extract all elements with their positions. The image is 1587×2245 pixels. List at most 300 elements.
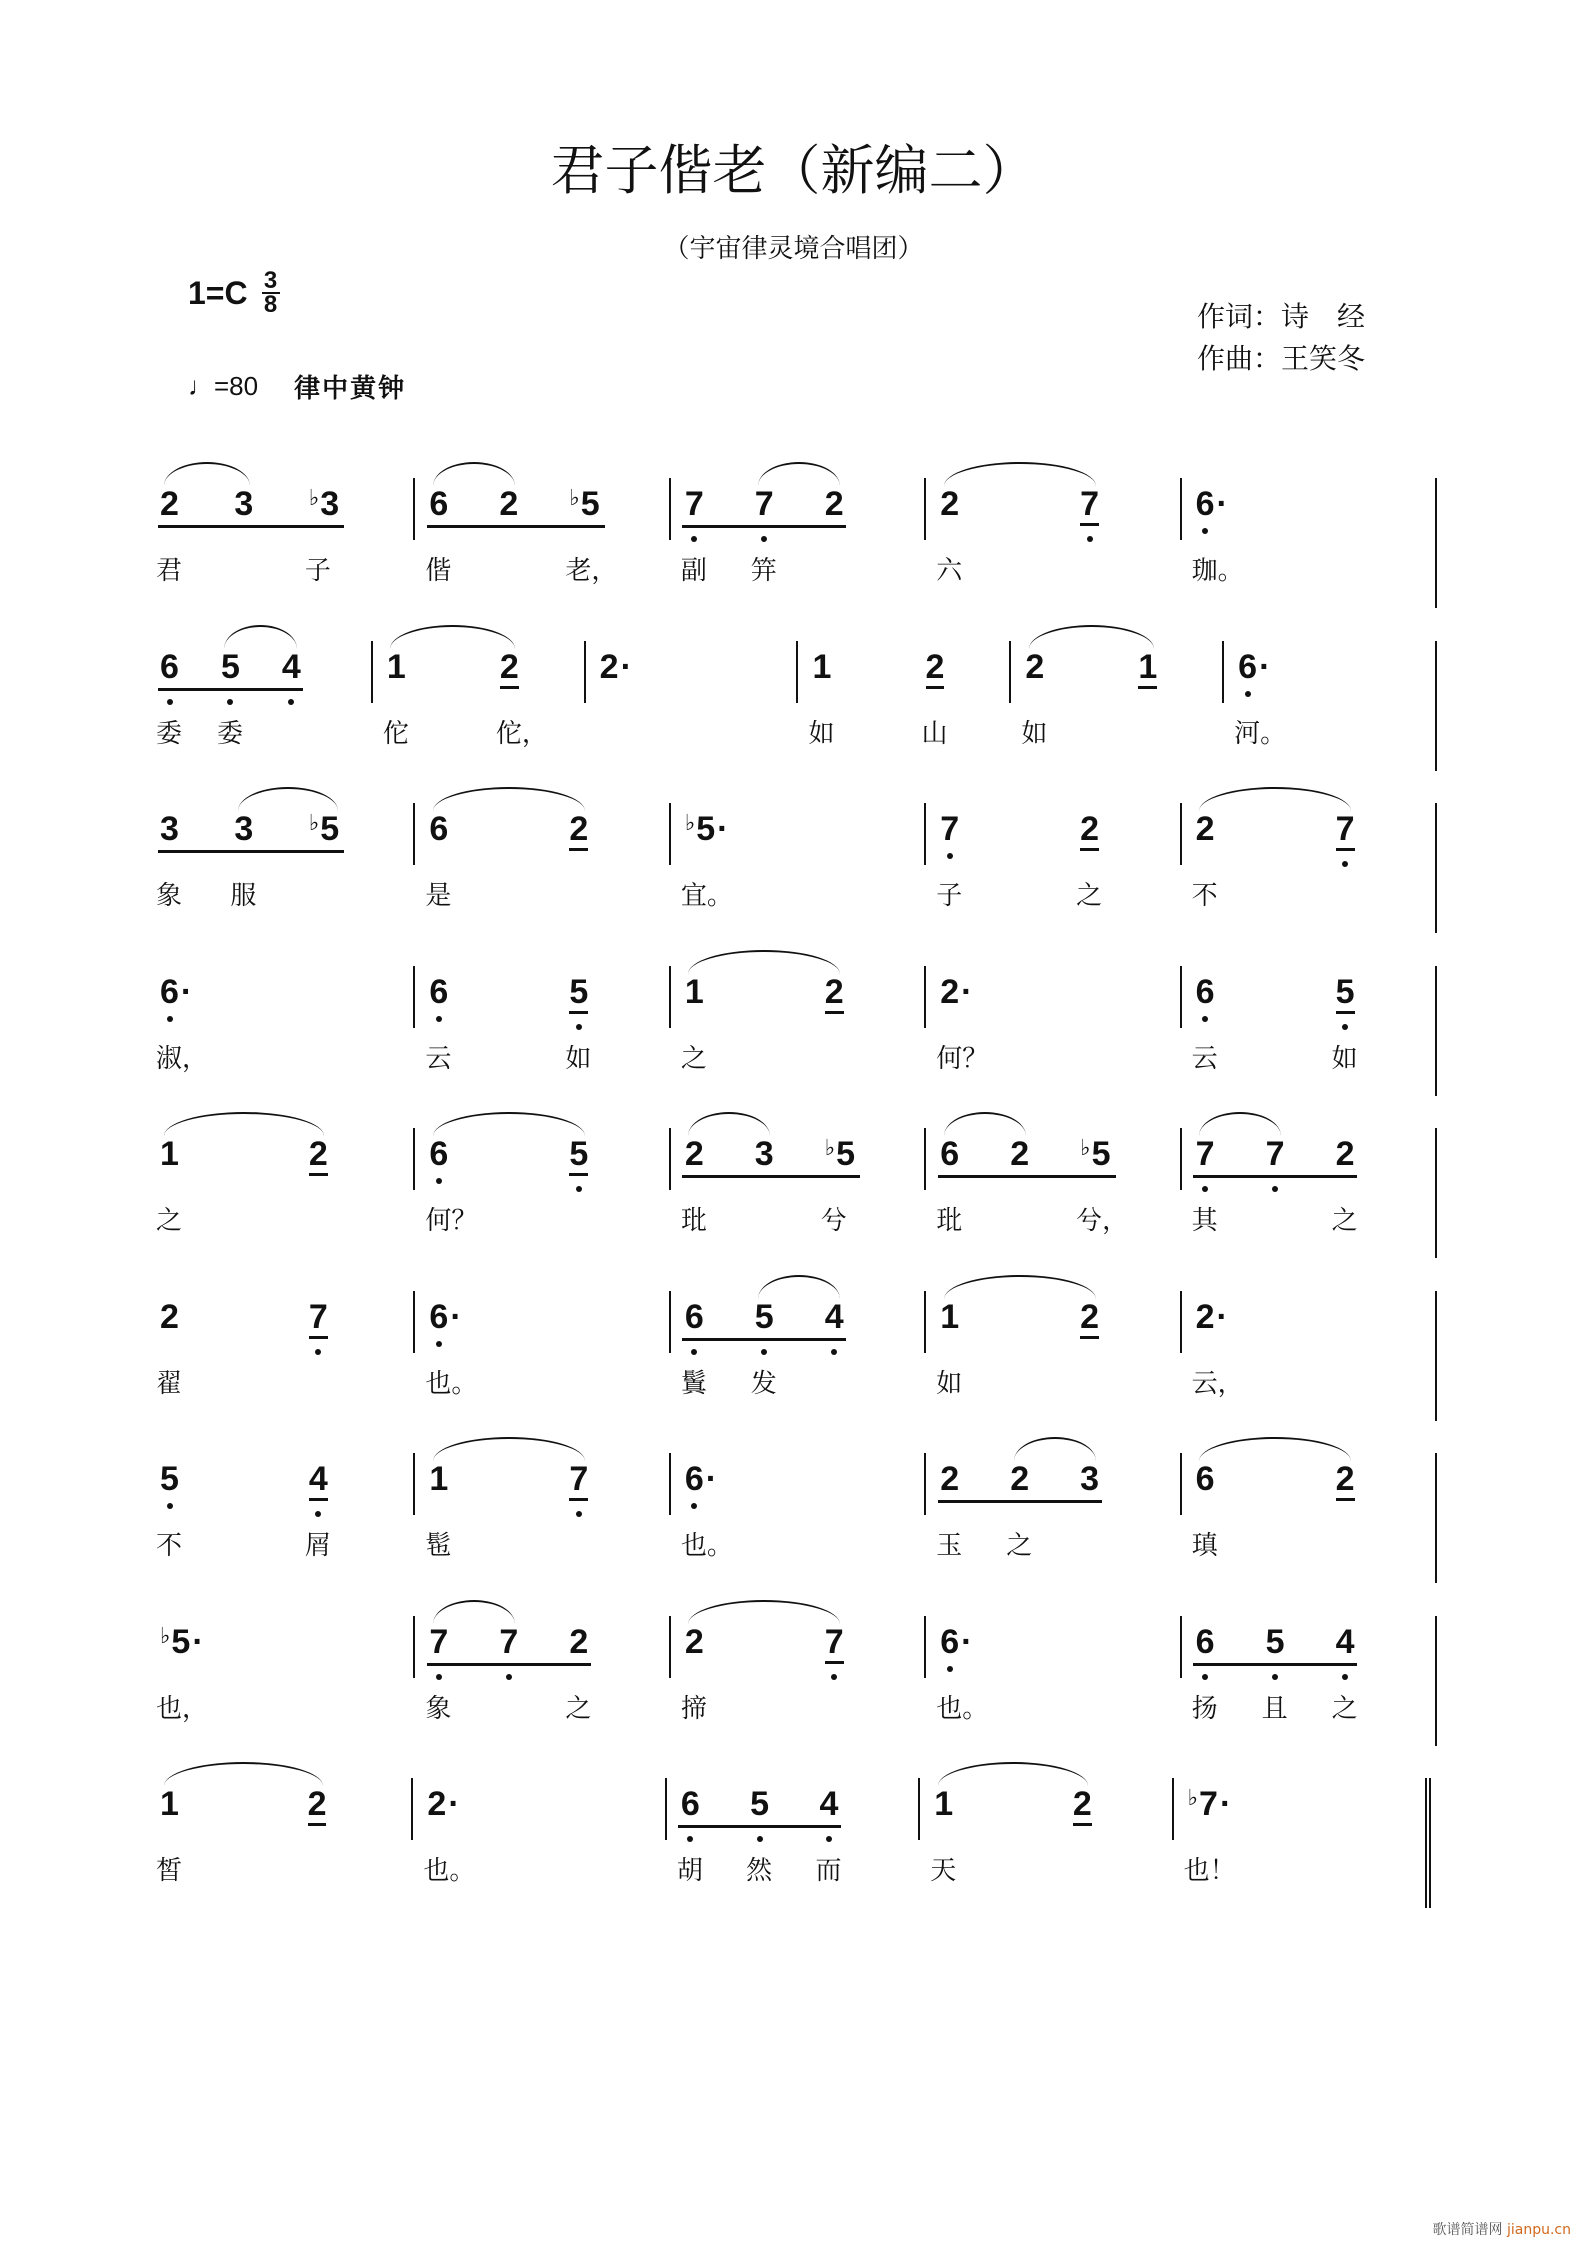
note — [750, 1786, 769, 1822]
note-digit: 6 — [940, 1135, 960, 1173]
note — [1196, 974, 1215, 1010]
measure — [924, 1616, 1179, 1724]
staff-system — [156, 1453, 1437, 1583]
lyric: 淑， — [156, 1043, 209, 1074]
measure — [669, 1291, 924, 1399]
measure — [1222, 641, 1435, 749]
lyric: 之 — [1331, 1206, 1358, 1236]
lyric: 之 — [680, 1043, 707, 1074]
note — [309, 1136, 328, 1172]
note-digit: 2 — [569, 810, 588, 851]
note — [160, 1461, 179, 1497]
note-digit: 2 — [500, 648, 519, 689]
lyric: 屑 — [304, 1531, 331, 1561]
flat-icon: ♭ — [1080, 1135, 1091, 1160]
augmentation-dot: · — [1216, 485, 1228, 523]
lyric: 天 — [930, 1856, 957, 1886]
note-digit: 1 — [386, 647, 406, 686]
staff-system — [156, 803, 1437, 933]
augmentation-dot: · — [1216, 1297, 1228, 1336]
note-digit: 2 — [308, 1785, 327, 1826]
slur — [390, 625, 515, 649]
note-digit: 2 — [1335, 1135, 1355, 1173]
low-octave-dot — [1202, 1186, 1208, 1192]
lyric: 瑱 — [1191, 1531, 1218, 1561]
note — [825, 486, 844, 522]
lyric: 兮 — [820, 1206, 847, 1236]
note-digit: 2 — [824, 485, 844, 523]
note — [429, 1299, 461, 1335]
note-digit: 2 — [684, 1135, 704, 1173]
note-digit: 2 — [427, 1785, 447, 1823]
lyric: 也。 — [425, 1368, 478, 1399]
slur — [164, 1762, 324, 1786]
note-digit: 4 — [1335, 1622, 1355, 1661]
flat-icon: ♭ — [160, 1622, 171, 1648]
slur — [1029, 625, 1154, 649]
note — [569, 974, 588, 1010]
augmentation-dot: · — [961, 972, 973, 1011]
note — [160, 974, 192, 1010]
augmentation-dot: · — [450, 1297, 462, 1336]
slur — [758, 462, 840, 486]
lyric: 佗， — [495, 718, 548, 749]
lyric: 如 — [936, 1368, 963, 1399]
staff-system — [156, 1128, 1437, 1258]
note-digit: 6 — [684, 1297, 704, 1336]
slur — [1199, 1437, 1351, 1461]
measure — [413, 803, 668, 911]
lyric: 云 — [425, 1043, 452, 1074]
note — [1080, 1299, 1099, 1335]
low-octave-dot — [436, 1674, 442, 1680]
lyricist: 作词：诗 经 — [1197, 300, 1366, 333]
note-digit: 4 — [309, 1460, 328, 1501]
measure — [1180, 478, 1435, 586]
lyric: 不 — [156, 1531, 183, 1561]
lyric: 之 — [1006, 1531, 1033, 1561]
note-digit: 5 — [696, 810, 716, 848]
note-digit: 2 — [499, 485, 519, 523]
lyric: 宜。 — [680, 881, 733, 911]
note — [160, 1624, 204, 1660]
measure — [924, 966, 1179, 1074]
measure — [1172, 1778, 1425, 1886]
note — [685, 1136, 704, 1172]
low-octave-dot — [576, 1186, 582, 1192]
note-digit: 7 — [940, 810, 960, 848]
measure — [918, 1778, 1171, 1886]
note-digit: 6 — [429, 1135, 449, 1173]
note-digit: 2 — [569, 1622, 589, 1661]
note-digit: 2 — [1080, 1298, 1099, 1339]
note-digit: 6 — [1195, 485, 1215, 523]
measure — [1180, 1616, 1435, 1724]
note — [429, 1624, 448, 1660]
time-bottom: 8 — [263, 291, 278, 318]
lyric: 揥 — [680, 1693, 707, 1724]
low-octave-dot — [831, 1674, 837, 1680]
low-octave-dot — [1272, 1186, 1278, 1192]
measure — [665, 1778, 918, 1886]
note — [940, 1624, 972, 1660]
note — [926, 649, 945, 685]
note — [1196, 1136, 1215, 1172]
beam-line — [427, 1663, 591, 1666]
tempo-mark: ♩=80 — [188, 371, 259, 401]
note — [940, 1299, 959, 1335]
augmentation-dot: · — [1259, 647, 1271, 686]
augmentation-dot: · — [1219, 1785, 1232, 1823]
time-top: 3 — [263, 267, 278, 294]
note-digit: 2 — [160, 485, 179, 523]
beam-line — [938, 1500, 1102, 1503]
measure — [156, 1128, 413, 1236]
measure — [156, 1291, 413, 1399]
note-digit: 5 — [1265, 1622, 1285, 1661]
note-digit: 2 — [1336, 1460, 1355, 1501]
slur — [1014, 1437, 1096, 1461]
note-digit: 3 — [234, 485, 254, 523]
note — [1196, 1624, 1215, 1660]
note-digit: 4 — [819, 1785, 839, 1823]
note — [387, 649, 406, 685]
note — [820, 1786, 839, 1822]
lyric: 翟 — [156, 1368, 183, 1399]
note — [755, 1299, 774, 1335]
lyric: 也。 — [936, 1693, 989, 1724]
flat-icon: ♭ — [569, 485, 580, 510]
augmentation-dot: · — [961, 1622, 973, 1661]
note — [429, 811, 448, 847]
note-digit: 4 — [281, 647, 301, 686]
lyric: 之 — [1076, 881, 1103, 911]
note-digit: 2 — [926, 648, 945, 689]
note-digit: 6 — [684, 1460, 704, 1498]
note — [940, 974, 972, 1010]
note — [160, 1786, 179, 1822]
slur — [164, 1112, 325, 1136]
low-octave-dot — [576, 1511, 582, 1517]
low-octave-dot — [826, 1836, 832, 1842]
note-digit: 6 — [1238, 647, 1258, 686]
note-digit: 3 — [234, 810, 254, 848]
note — [825, 1299, 844, 1335]
measure — [924, 803, 1179, 911]
low-octave-dot — [831, 1349, 837, 1355]
flat-icon: ♭ — [308, 810, 320, 835]
slur — [944, 1275, 1096, 1299]
note — [1010, 1461, 1029, 1497]
measure — [413, 478, 668, 586]
lyric: 珈。 — [1191, 556, 1244, 586]
measure — [413, 1128, 668, 1236]
lyric: 老， — [565, 556, 618, 586]
measure — [1180, 966, 1435, 1074]
note-digit: 2 — [160, 1297, 179, 1336]
note-digit: 2 — [1073, 1785, 1092, 1826]
beam-line — [158, 525, 345, 528]
lyric: 子 — [304, 556, 331, 586]
note-digit: 7 — [684, 485, 704, 523]
slur — [238, 787, 338, 811]
note — [685, 811, 729, 847]
note-digit: 6 — [680, 1785, 700, 1823]
note-digit: 7 — [569, 1460, 588, 1501]
beam-line — [427, 525, 605, 528]
note-digit: 2 — [309, 1135, 328, 1176]
beam-line — [158, 688, 304, 691]
note — [234, 486, 253, 522]
note — [940, 486, 959, 522]
note-digit: 7 — [1080, 485, 1099, 526]
note — [427, 1786, 459, 1822]
augmentation-dot: · — [448, 1785, 460, 1823]
slur — [433, 1600, 515, 1624]
note-digit: 6 — [429, 972, 449, 1011]
note-digit: 7 — [825, 1623, 844, 1664]
note-digit: 2 — [825, 973, 844, 1014]
augmentation-dot: · — [717, 810, 729, 848]
slur — [1199, 1112, 1281, 1136]
beam-line — [682, 1175, 860, 1178]
lyric: 也， — [156, 1693, 209, 1724]
staff-system — [156, 1778, 1431, 1908]
slur — [944, 1112, 1026, 1136]
note-digit: 3 — [1080, 1460, 1100, 1498]
staff-system — [156, 1616, 1437, 1746]
flat-icon: ♭ — [824, 1135, 836, 1160]
low-octave-dot — [288, 699, 294, 705]
measure — [669, 966, 924, 1074]
note-digit: 2 — [940, 1460, 960, 1498]
tempo-line — [188, 368, 406, 405]
low-octave-dot — [315, 1349, 321, 1355]
beam-line — [1193, 1175, 1357, 1178]
low-octave-dot — [576, 1024, 582, 1030]
low-octave-dot — [167, 1016, 173, 1022]
low-octave-dot — [1202, 528, 1208, 534]
note — [429, 974, 448, 1010]
note — [309, 1299, 328, 1335]
measure — [1180, 1128, 1435, 1236]
lyric: 而 — [815, 1856, 842, 1886]
low-octave-dot — [506, 1674, 512, 1680]
note-digit: 1 — [160, 1135, 179, 1173]
measure — [156, 803, 413, 911]
lyric: 其 — [1191, 1206, 1218, 1236]
note — [569, 1461, 588, 1497]
note — [685, 486, 704, 522]
watermark-site: 歌谱简谱网 — [1432, 2222, 1503, 2238]
beam-line — [678, 1825, 841, 1828]
measure — [156, 1616, 413, 1724]
note-digit: 5 — [171, 1622, 191, 1661]
note-digit: 6 — [429, 1297, 449, 1336]
staff-system — [156, 478, 1437, 608]
slur — [433, 462, 515, 486]
note-digit: 2 — [1195, 810, 1215, 848]
composer: 作曲：王笑冬 — [1197, 342, 1366, 375]
beam-line — [682, 525, 846, 528]
lyric: 何？ — [936, 1043, 989, 1074]
note — [825, 1136, 855, 1172]
note — [309, 486, 339, 522]
augmentation-dot: · — [705, 1460, 718, 1498]
performer-subtitle: （宇宙律灵境合唱团） — [663, 234, 924, 264]
song-title: 君子偕老（新编二） — [550, 139, 1037, 202]
low-octave-dot — [947, 853, 953, 859]
note-digit: 1 — [160, 1785, 179, 1823]
slur — [433, 1437, 585, 1461]
low-octave-dot — [1202, 1674, 1208, 1680]
measure — [924, 1453, 1179, 1561]
note — [934, 1786, 953, 1822]
note-digit: 5 — [160, 1460, 179, 1498]
note — [1266, 1624, 1285, 1660]
note — [160, 486, 179, 522]
lyric: 兮， — [1076, 1206, 1129, 1236]
measure — [156, 478, 413, 586]
note-digit: 6 — [429, 810, 449, 848]
time-signature — [262, 267, 280, 318]
note — [1010, 1136, 1029, 1172]
measure — [924, 1291, 1179, 1399]
lyric: 云， — [1191, 1368, 1244, 1399]
lyric: 也。 — [680, 1531, 733, 1561]
note — [234, 811, 253, 847]
watermark-url: jianpu.cn — [1506, 2222, 1571, 2238]
note — [685, 1461, 717, 1497]
note — [499, 1624, 518, 1660]
note — [1196, 1299, 1228, 1335]
note — [160, 1299, 179, 1335]
beam-line — [682, 1338, 846, 1341]
lyric: 委 — [156, 718, 183, 749]
lyric: 如 — [565, 1043, 592, 1074]
measure — [413, 1291, 668, 1399]
note-digit: 5 — [754, 1297, 774, 1336]
low-octave-dot — [687, 1836, 693, 1842]
staff-system — [156, 966, 1437, 1096]
lyric: 笄 — [750, 556, 777, 586]
note — [569, 1136, 588, 1172]
measure — [156, 1453, 413, 1561]
note-digit: 2 — [940, 485, 960, 523]
note-digit: 6 — [1195, 1622, 1215, 1661]
note — [1080, 486, 1099, 522]
note — [160, 1136, 179, 1172]
note-digit: 7 — [1336, 810, 1355, 851]
lyric: 如 — [1021, 718, 1048, 749]
measure — [413, 1616, 668, 1724]
low-octave-dot — [691, 536, 697, 542]
low-octave-dot — [436, 1016, 442, 1022]
lyric: 发 — [750, 1368, 777, 1399]
slur — [688, 950, 840, 974]
note — [429, 1461, 448, 1497]
note-digit: 7 — [1199, 1785, 1218, 1823]
note-digit: 6 — [160, 647, 179, 686]
note — [1336, 1624, 1355, 1660]
note — [499, 486, 518, 522]
credits — [1197, 296, 1365, 380]
beam-line — [938, 1175, 1116, 1178]
note — [1188, 1786, 1232, 1822]
note — [160, 649, 179, 685]
lyric: 然 — [746, 1856, 773, 1886]
note — [1266, 1136, 1285, 1172]
measure — [669, 478, 924, 586]
note-digit: 1 — [684, 972, 704, 1011]
slur — [938, 1762, 1089, 1786]
note-digit: 7 — [309, 1298, 328, 1339]
lyric: 之 — [565, 1693, 592, 1724]
low-octave-dot — [761, 1349, 767, 1355]
slur — [433, 1112, 585, 1136]
flat-icon: ♭ — [684, 810, 696, 835]
note — [940, 1136, 959, 1172]
lyric: 之 — [1331, 1693, 1358, 1724]
measure — [156, 641, 371, 749]
flat-icon: ♭ — [308, 485, 320, 510]
slur — [944, 462, 1096, 486]
note — [685, 1624, 704, 1660]
lyric: 玭 — [936, 1206, 963, 1236]
note-digit: 1 — [429, 1460, 449, 1498]
measure — [584, 641, 797, 703]
low-octave-dot — [1272, 1674, 1278, 1680]
note-digit: 2 — [1010, 1135, 1030, 1173]
note — [1080, 811, 1099, 847]
lyric: 也。 — [423, 1856, 476, 1886]
lyric: 佗 — [382, 718, 409, 749]
note — [500, 649, 519, 685]
note-digit: 5 — [1091, 1135, 1111, 1173]
note-digit: 7 — [1265, 1135, 1285, 1173]
slur — [688, 1600, 840, 1624]
staff-system — [156, 641, 1437, 771]
flat-icon: ♭ — [1187, 1785, 1199, 1810]
low-octave-dot — [761, 536, 767, 542]
low-octave-dot — [227, 699, 233, 705]
lyric: 玭 — [680, 1206, 707, 1236]
note — [825, 1624, 844, 1660]
measure — [156, 1778, 411, 1886]
measure — [924, 1128, 1179, 1236]
note-digit: 1 — [812, 647, 832, 686]
lyric: 河。 — [1234, 718, 1287, 749]
note — [1336, 974, 1355, 1010]
slur — [688, 1112, 770, 1136]
low-octave-dot — [1342, 1674, 1348, 1680]
lyric: 偕 — [425, 556, 452, 586]
note — [825, 974, 844, 1010]
lyric: 如 — [808, 718, 835, 749]
note — [429, 486, 448, 522]
note-digit: 4 — [824, 1297, 844, 1336]
staff-system — [156, 1291, 1437, 1421]
note — [1025, 649, 1044, 685]
augmentation-dot: · — [620, 647, 632, 686]
lyric: 胡 — [676, 1856, 703, 1886]
low-octave-dot — [1342, 861, 1348, 867]
low-octave-dot — [1342, 1024, 1348, 1030]
note — [940, 1461, 959, 1497]
low-octave-dot — [947, 1666, 953, 1672]
note-digit: 2 — [684, 1622, 704, 1661]
note-digit: 7 — [1195, 1135, 1215, 1173]
